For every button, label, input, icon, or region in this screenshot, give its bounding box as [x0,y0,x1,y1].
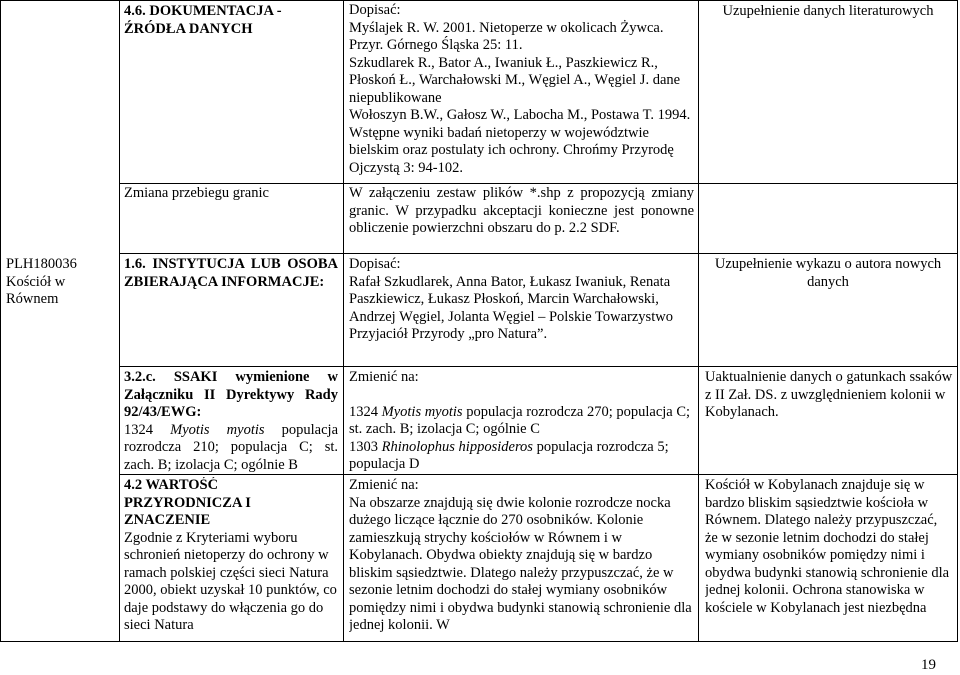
value-text: Zgodnie z Kryteriami wyboru schronień nietoperzy do ochrony w ramach polskiej części sieci Natura 2000, obiekt uzyskał 10 punktów, co daje podstawy do włączenia go do sieci Natura [124,529,337,633]
population-word: populacja [281,421,338,438]
ref-1: Myślajek R. W. 2001. Nietoperze w okolicach Żywca. Przyr. Górnego Śląska 25: 11. [349,19,664,53]
row1-heading [124,3,338,38]
heading-text: 4.6. DOKUMENTACJA - ŹRÓDŁA DANYCH [124,3,282,37]
species-code: 1303 [349,438,378,455]
row3-heading [124,256,338,291]
species-name: Myotis myotis [170,421,265,438]
population-text: populacja rozrodcza 5; populacja D [349,438,669,472]
row4-content [349,369,694,474]
heading-text: 4.2 WARTOŚĆ PRZYRODNICZA I ZNACZENIE [124,477,251,528]
row4-heading [124,369,338,474]
species-name: Myotis myotis [381,403,463,420]
change-label: Zmienić na: [349,477,419,493]
site-code: PLH180036 [6,256,77,272]
site-cell [6,256,116,309]
population-text: populacja rozrodcza 270; populacja C; st. zach. B; izolacja C; ogólnie C [349,403,691,437]
row2-content [349,185,694,238]
note-text: Uzupełnienie danych literaturowych [722,3,934,19]
heading-text: 3.2.c. SSAKI wymienione w Załączniku II Dyrektywy Rady 92/43/EWG: [124,369,338,420]
page-number: 19 [921,657,936,673]
row5-content [349,477,694,639]
population-text: rozrodcza 210; populacja C; st. zach. B; izolacja C; ogólnie B [124,439,338,473]
row3-note [703,256,953,291]
row4-note [705,369,953,422]
note-text: Uaktualnienie danych o gatunkach ssaków z II Zał. DS. z uwzględnieniem kolonii w Kobylanach. [705,369,953,420]
species-name: Rhinolophus hipposideros [381,438,533,455]
row1-content [349,2,694,177]
note-text: Kościół w Kobylanach znajduje się w bardzo bliskim sąsiedztwie kościoła w Równem. Dlatego należy przypuszczać, że w sezonie letnim dochodzi do stałej wymiany osobników pomiędzy nimi i obydwa budynki stanowią schronienie dla jednej kolonii. Ochrona stanowiska w kościele w Kobylanach jest niezbędna [705,477,950,616]
ref-2: Szkudlarek R., Bator A., Iwaniuk Ł., Paszkiewicz R., Płoskoń Ł., Warchałowski M., Węgiel A., Węgiel J. dane niepublikowane [349,54,681,106]
ref-3: Wołoszyn B.W., Gałosz W., Labocha M., Postawa T. 1994. Wstępne wyniki badań nietoperzy w województwie bielskim oraz postulaty ich ochrony. Chrońmy Przyrodę Ojczystą 3: 94-102. [349,107,691,176]
added-by-label: Dopisać: [349,256,401,272]
heading-text: Zmiana przebiegu granic [124,185,269,201]
note-text: Uzupełnienie wykazu o autora nowych danych [714,256,942,290]
change-text: Na obszarze znajdują się dwie kolonie rozrodcze nocka dużego liczące łącznie do 270 osobników. Kolonie zamieszkują strychy kościołów w Równem i w Kobylanach. Obydwa obiekty znajdują się w bardzo bliskim sąsiedztwie. Dlatego należy przypuszczać, że w sezonie letnim dochodzi do stałej wymiany osobników pomiędzy nimi i obydwa budynki stanowią schronienie dla jednej kolonii. W [349,494,692,633]
row3-content [349,256,694,344]
row5-note [705,477,953,639]
change-label: Zmienić na: [349,369,419,385]
row1-note [703,3,953,21]
species-code: 1324 [124,421,153,438]
species-code: 1324 [349,403,378,420]
authors-text: Rafał Szkudlarek, Anna Bator, Łukasz Iwaniuk, Renata Paszkiewicz, Łukasz Płoskoń, Marcin Warchałowski, Andrzej Węgiel, Jolanta Węgiel – Polskie Towarzystwo Przyjaciół Przyrody „pro Natura”. [349,273,673,342]
boundary-text: W załączeniu zestaw plików *.shp z propozycją zmiany granic. W przypadku akceptacji konieczne jest ponowne obliczenie powierzchni obszaru do p. 2.2 SDF. [349,185,694,236]
added-by-label: Dopisać: [349,2,401,18]
row5-heading [124,477,338,635]
site-name: Kościół w Równem [6,273,66,307]
row2-heading [124,185,338,203]
heading-text: 1.6. INSTYTUCJA LUB OSOBA ZBIERAJĄCA INFORMACJE: [124,256,338,290]
